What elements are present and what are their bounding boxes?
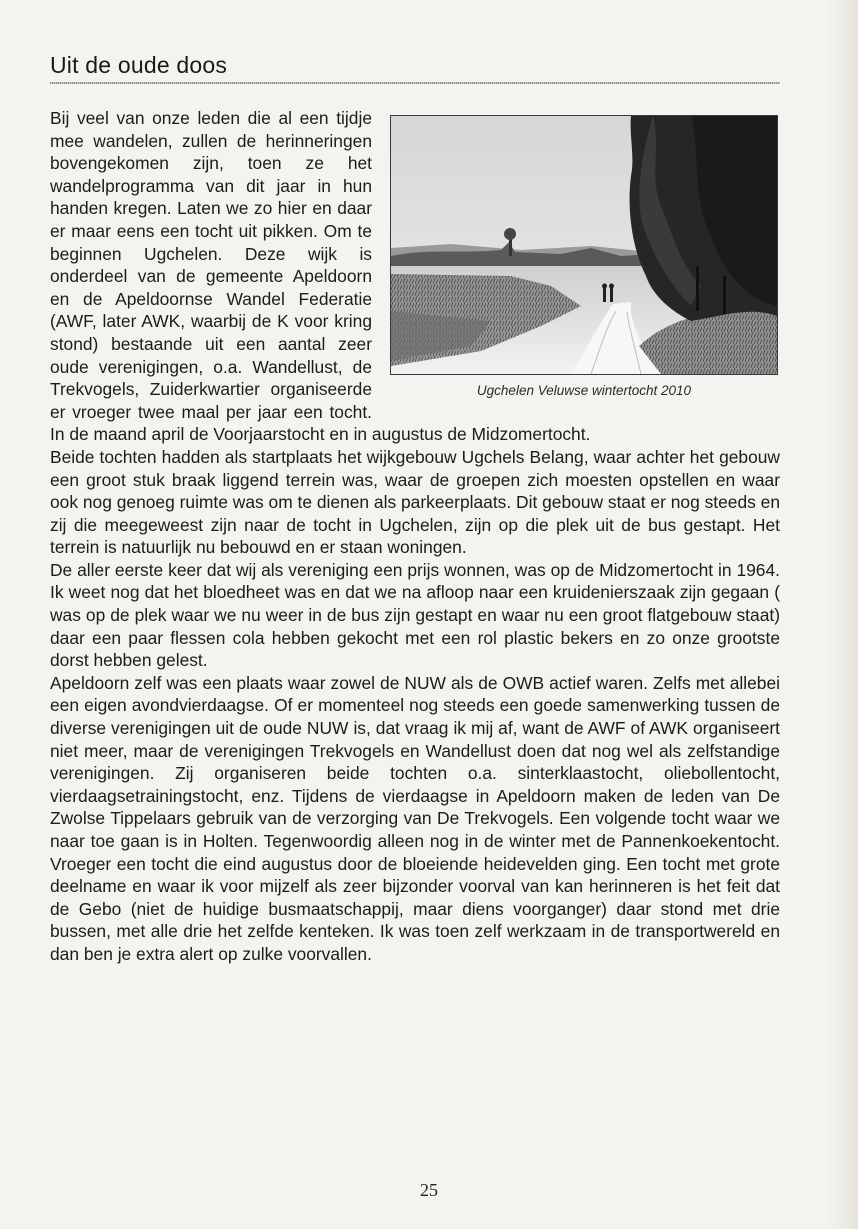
paragraph-4: Apeldoorn zelf was een plaats waar zowel de NUW als de OWB actief waren. Zelfs met allebei een eigen avondvierdaagse. Of er momenteel nog steeds een goede samenwerking tussen de diverse verenigingen uit de oude NUW is, dat vraag ik mij af, want de AWF of AWK organiseert niet meer, maar de verenigingen Trekvogels en Wandellust doen dat nog wel als zelfstandige verenigingen. Zij organiseren beide tochten o.a. sinterklaastocht, oliebollentocht, vierdaagsetrainingstocht, enz. Tijdens de vierdaagse in Apeldoorn maken de leden van De Zwolse Tippelaars gebruik van de verzorging van De Trekvogels. Een volgende tocht waar we naar toe gaan is in Holten. Tegenwoordig alleen nog in de winter met de Pannenkoekentocht. Vroeger een tocht die eind augustus door de bloeiende heidevelden ging. Een tocht met grote deelname en waar ik voor mijzelf als zeer bijzonder voorval van kan herinneren is het feit dat de Gebo (niet de huidige busmaatschappij, maar diens voorganger) daar stond met drie bussen, met alle drie het zelfde kenteken. Ik was toen zelf werkzaam in de transportwereld en dan ben je extra alert op zulke voorvallen. (50, 672, 780, 964)
page-number: 25 (420, 1180, 438, 1200)
page-edge-shadow (824, 0, 858, 1229)
page-title: Uit de oude doos (50, 52, 228, 78)
paragraph-1-text: Bij veel van onze leden die al een tijdje mee wandelen, zullen de herinneringen bovengekomen zijn, toen ze het wandelprogramma van dit jaar in hun handen kregen. Laten we zo hier en daar er maar eens een tocht uit pikken. Om te beginnen Ugchelen. Deze wijk is onderdeel van de gemeente Apeldoorn en de Apeldoornse Wandel Federatie (AWF, later AWK, waarbij de K voor kring stond) bestaande uit een aantal zeer oude verenigingen, o.a. Wandellust, de Trekvogels, Zuiderkwartier organiseerde er vroeger twee maal per jaar een tocht. In de maand april de Voorjaarstocht en in augustus de Midzomertocht. (50, 108, 591, 445)
paragraph-3: De aller eerste keer dat wij als vereniging een prijs wonnen, was op de Midzomertocht in 1964. Ik weet nog dat het bloedheet was en dat we na afloop naar een kruidenierszaak zijn gegaan ( was op de plek waar we nu weer in de bus zijn gestapt en waar nu een groot flatgebouw staat) daar een paar flessen cola hebben gekocht met een rol plastic bekers en zo onze grootste dorst hebben gelest. (50, 559, 780, 671)
section-header (50, 52, 780, 88)
title-underline (50, 82, 780, 84)
photo-figure (388, 115, 780, 411)
paragraph-2: Beide tochten hadden als startplaats het wijkgebouw Ugchels Belang, waar achter het gebouw een groot stuk braak liggend terrein was, waar de groepen zich moesten opstellen en waar ook nog genoeg ruimte was om te dienen als parkeerplaats. Dit gebouw staat er nog steeds en zij die meegeweest zijn naar de tocht in Ugchelen, zijn op die plek uit de bus gestapt. Het terrein is natuurlijk nu bebouwd en er staan woningen. (50, 446, 780, 558)
paragraph-1 (50, 107, 780, 446)
article-body (50, 107, 780, 966)
photo-caption: Ugchelen Veluwse wintertocht 2010 (476, 383, 692, 398)
winter-walk-photo (390, 115, 778, 375)
